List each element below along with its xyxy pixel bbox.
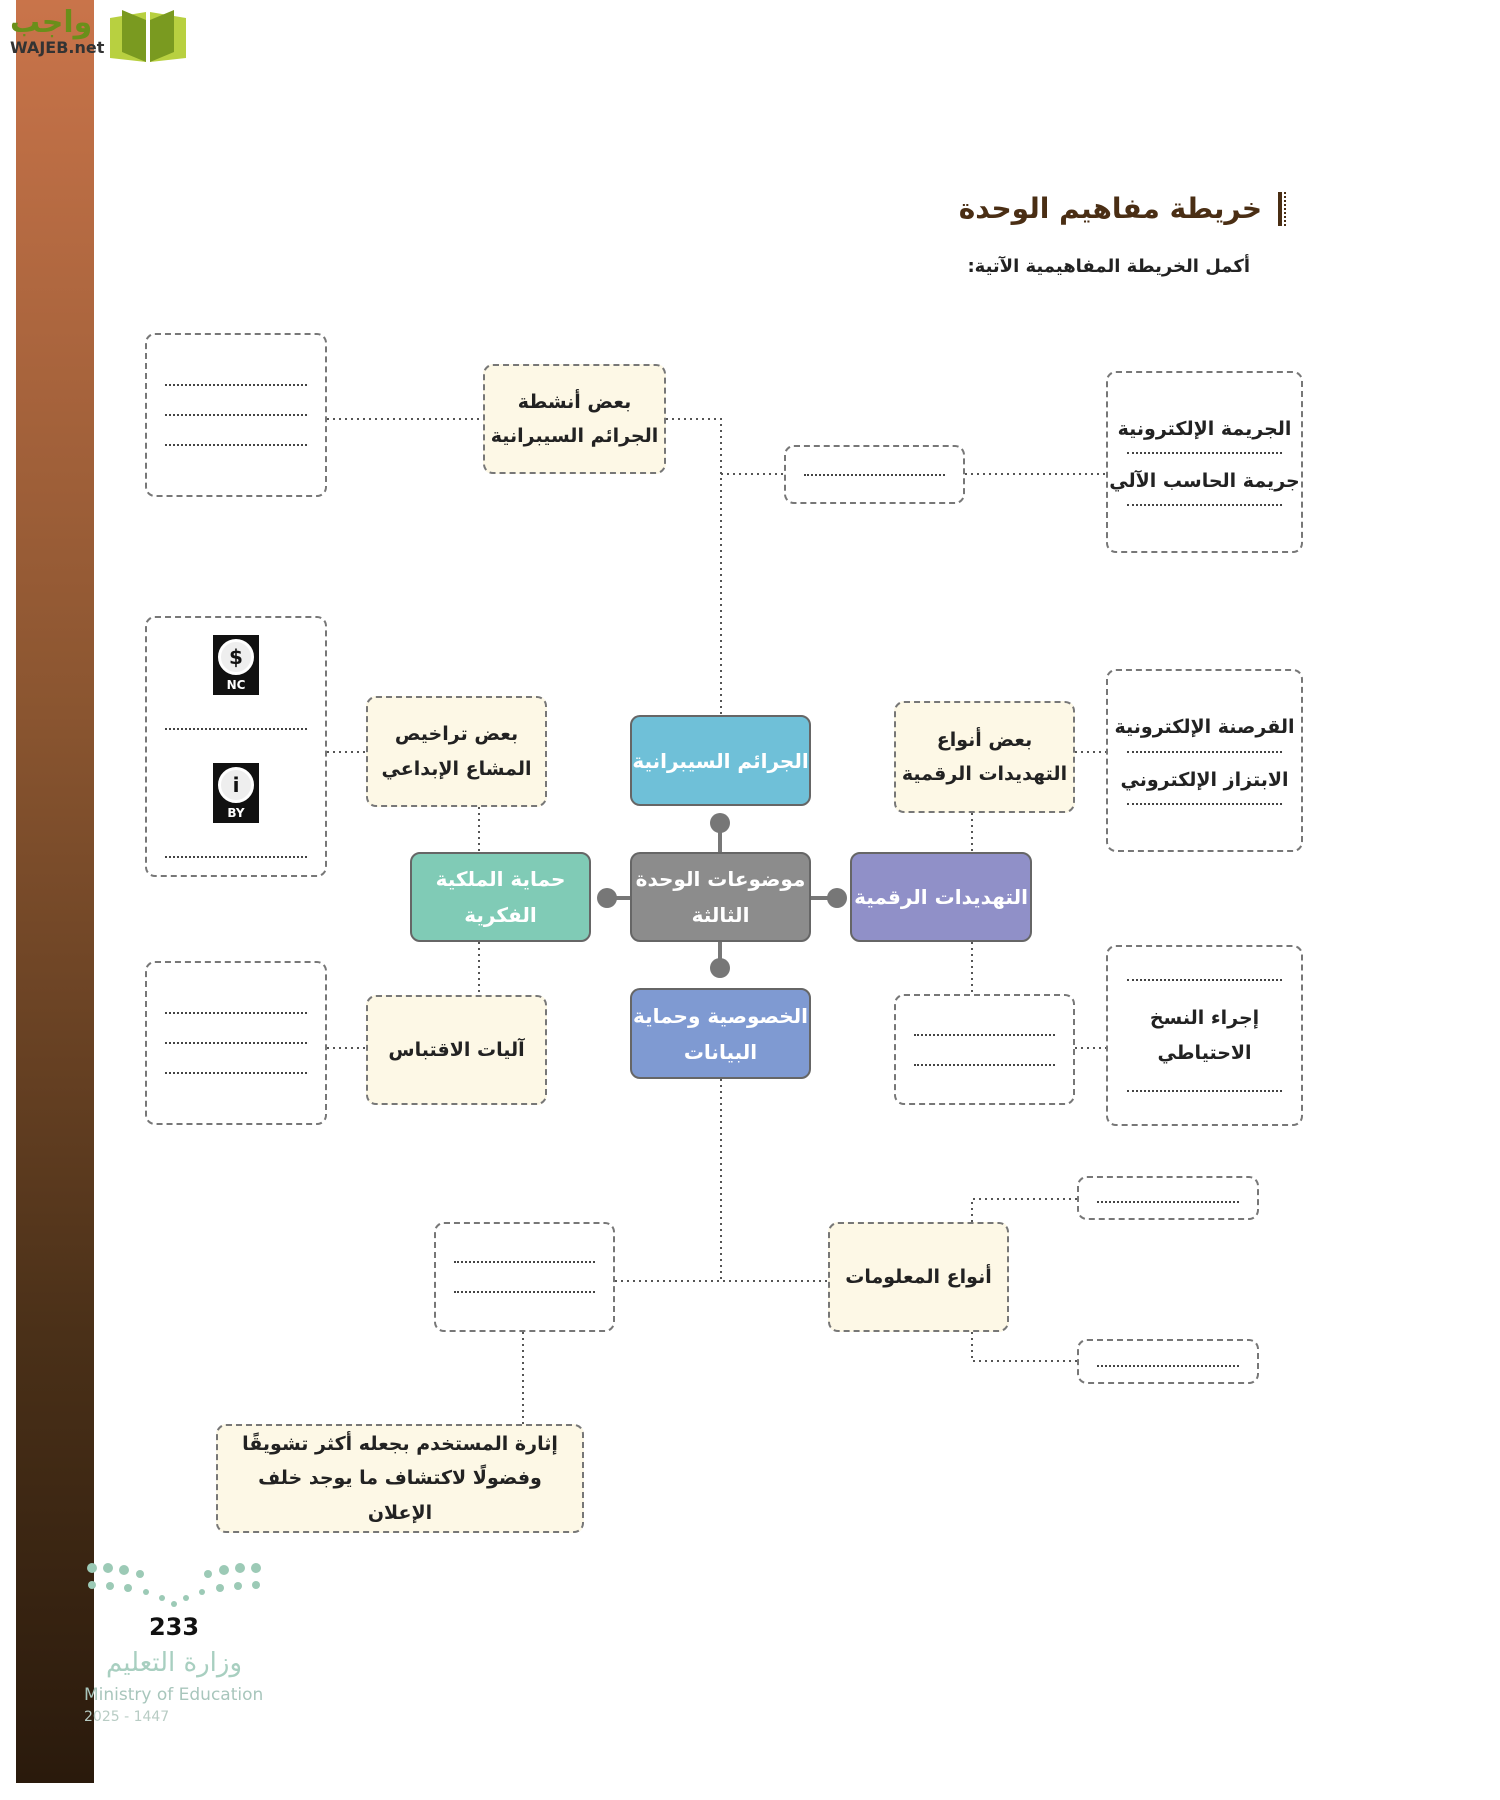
page-number: 233	[148, 1613, 200, 1641]
cc-nc-icon: $ NC	[213, 635, 259, 695]
node-label: موضوعات الوحدة الثالثة	[635, 867, 806, 927]
node-label: الجرائم السيبرانية	[632, 748, 809, 773]
blank-activities-box[interactable]	[145, 333, 327, 497]
connector-dot	[710, 958, 730, 978]
threats-list-box	[1106, 669, 1303, 852]
blank-info-type-2[interactable]	[1077, 1339, 1259, 1384]
licenses-box	[145, 616, 327, 877]
node-info-types	[828, 1222, 1009, 1332]
node-digital-threats	[850, 852, 1032, 942]
backup-box	[1106, 945, 1303, 1126]
cc-by-icon: i BY	[213, 763, 259, 823]
node-threat-types	[894, 701, 1075, 813]
node-label: الخصوصية وحماية البيانات	[632, 1003, 808, 1064]
node-label: بعض تراخيص المشاع الإبداعي	[381, 723, 532, 780]
list-item: الابتزاز الإلكتروني	[1120, 768, 1289, 791]
crimes-list-box	[1106, 371, 1303, 553]
node-cybercrime	[630, 715, 811, 806]
node-label: إثارة المستخدم بجعله أكثر تشويقًا وفضولًا لاكتشاف ما يوجد خلف الإعلان	[242, 1433, 558, 1524]
connector-dot	[710, 813, 730, 833]
logo-latin: WAJEB.net	[10, 38, 105, 57]
node-citation	[366, 995, 547, 1105]
node-ad-text	[216, 1424, 584, 1533]
blank-info-type-1[interactable]	[1077, 1176, 1259, 1220]
node-ip-protection	[410, 852, 591, 942]
year: 2025 - 1447	[84, 1709, 170, 1725]
ministry-name-ar: وزارة التعليم	[105, 1648, 243, 1678]
list-item: جريمة الحاسب الآلي	[1109, 470, 1300, 492]
logo-arabic: واجب	[10, 5, 93, 40]
node-cc-licenses	[366, 696, 547, 807]
node-label: التهديدات الرقمية	[854, 885, 1028, 909]
instruction: أكمل الخريطة المفاهيمية الآتية:	[967, 256, 1250, 277]
blank-crime-types-box[interactable]	[784, 445, 965, 504]
node-label: بعض أنواع التهديدات الرقمية	[901, 728, 1068, 785]
list-item: الجريمة الإلكترونية	[1117, 417, 1292, 440]
connector-dot	[827, 888, 847, 908]
page-title: خريطة مفاهيم الوحدة	[958, 192, 1262, 225]
connector-dot	[597, 888, 617, 908]
node-label: بعض أنشطة الجرائم السيبرانية	[490, 390, 659, 447]
node-center	[630, 852, 811, 942]
node-label: أنواع المعلومات	[845, 1265, 992, 1288]
node-privacy	[630, 988, 811, 1079]
node-cyber-activities	[483, 364, 666, 474]
node-label: حماية الملكية الفكرية	[435, 867, 566, 927]
blank-privacy-box[interactable]	[434, 1222, 615, 1332]
ministry-logo-dots	[84, 1560, 264, 1610]
blank-citation-box[interactable]	[145, 961, 327, 1125]
node-label: آليات الاقتباس	[388, 1038, 525, 1061]
list-item: القرصنة الإلكترونية	[1114, 716, 1295, 739]
ministry-name-en: Ministry of Education	[84, 1685, 264, 1705]
blank-protection-box[interactable]	[894, 994, 1075, 1105]
list-item: إجراء النسخ الاحتياطي	[1149, 1007, 1260, 1064]
